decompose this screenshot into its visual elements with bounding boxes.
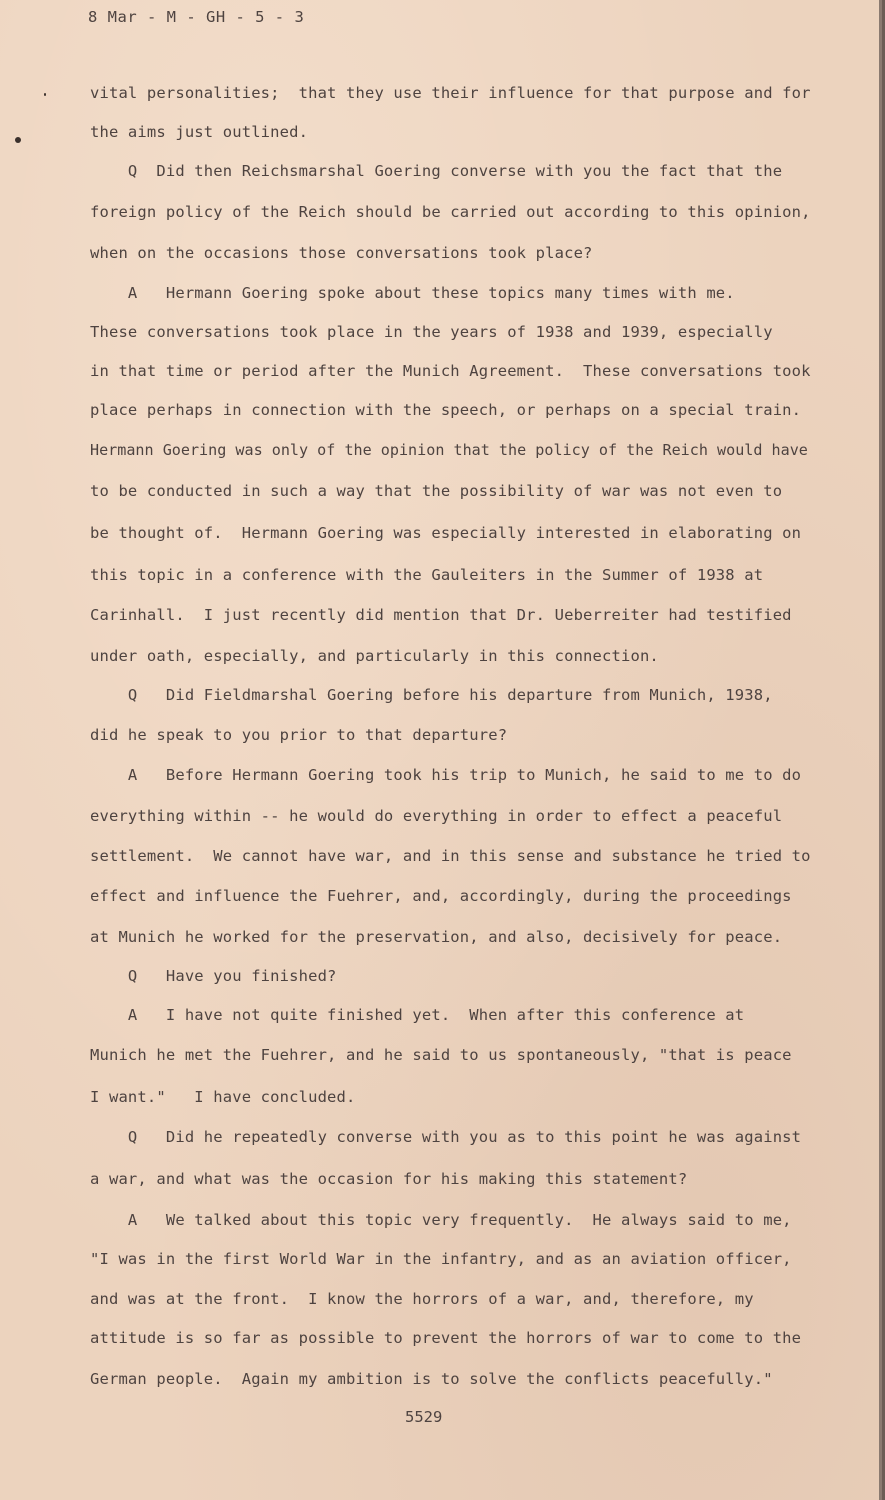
text-line: in that time or period after the Munich Agreement. These conversations took — [90, 362, 811, 380]
text-line: to be conducted in such a way that the possibility of war was not even to — [90, 482, 783, 500]
text-line: A Hermann Goering spoke about these topics many times with me. — [90, 284, 735, 302]
text-line: "I was in the first World War in the infantry, and as an aviation officer, — [90, 1250, 792, 1268]
text-line: the aims just outlined. — [90, 123, 309, 141]
text-line: These conversations took place in the years of 1938 and 1939, especially — [90, 323, 773, 341]
text-line: at Munich he worked for the preservation, and also, decisively for peace. — [90, 928, 783, 946]
text-line: and was at the front. I know the horrors of a war, and, therefore, my — [90, 1290, 754, 1308]
text-line: Q Have you finished? — [90, 967, 337, 985]
text-line: vital personalities; that they use their influence for that purpose and for — [90, 84, 811, 102]
text-line: effect and influence the Fuehrer, and, accordingly, during the proceedings — [90, 887, 792, 905]
text-line: Q Did Fieldmarshal Goering before his departure from Munich, 1938, — [90, 686, 773, 704]
text-line: attitude is so far as possible to prevent the horrors of war to come to the — [90, 1329, 802, 1347]
page-header: 8 Mar - M - GH - 5 - 3 — [88, 8, 305, 26]
text-line: foreign policy of the Reich should be carried out according to this opinion, — [90, 203, 811, 221]
ink-speck — [44, 93, 46, 96]
text-line: I want." I have concluded. — [90, 1088, 356, 1106]
text-line: A I have not quite finished yet. When after this conference at — [90, 1006, 745, 1024]
text-line: did he speak to you prior to that departure? — [90, 726, 508, 744]
text-line: this topic in a conference with the Gauleiters in the Summer of 1938 at — [90, 566, 764, 584]
text-line: Hermann Goering was only of the opinion that the policy of the Reich would have — [90, 441, 808, 459]
page-number: 5529 — [405, 1408, 443, 1426]
text-line: under oath, especially, and particularly in this connection. — [90, 647, 659, 665]
page-edge — [879, 0, 882, 1500]
text-line: Q Did he repeatedly converse with you as to this point he was against — [90, 1128, 802, 1146]
text-line: when on the occasions those conversations took place? — [90, 244, 593, 262]
text-line: Q Did then Reichsmarshal Goering converse with you the fact that the — [90, 162, 783, 180]
ink-speck — [15, 137, 21, 143]
text-line: Munich he met the Fuehrer, and he said to us spontaneously, "that is peace — [90, 1046, 792, 1064]
text-line: place perhaps in connection with the speech, or perhaps on a special train. — [90, 401, 802, 419]
text-line: A We talked about this topic very frequently. He always said to me, — [90, 1211, 792, 1229]
text-line: be thought of. Hermann Goering was especially interested in elaborating on — [90, 524, 802, 542]
text-line: A Before Hermann Goering took his trip to Munich, he said to me to do — [90, 766, 802, 784]
text-line: settlement. We cannot have war, and in this sense and substance he tried to — [90, 847, 811, 865]
text-line: a war, and what was the occasion for his making this statement? — [90, 1170, 688, 1188]
text-line: everything within -- he would do everything in order to effect a peaceful — [90, 807, 783, 825]
text-line: German people. Again my ambition is to solve the conflicts peacefully." — [90, 1370, 773, 1388]
text-line: Carinhall. I just recently did mention that Dr. Ueberreiter had testified — [90, 606, 792, 624]
